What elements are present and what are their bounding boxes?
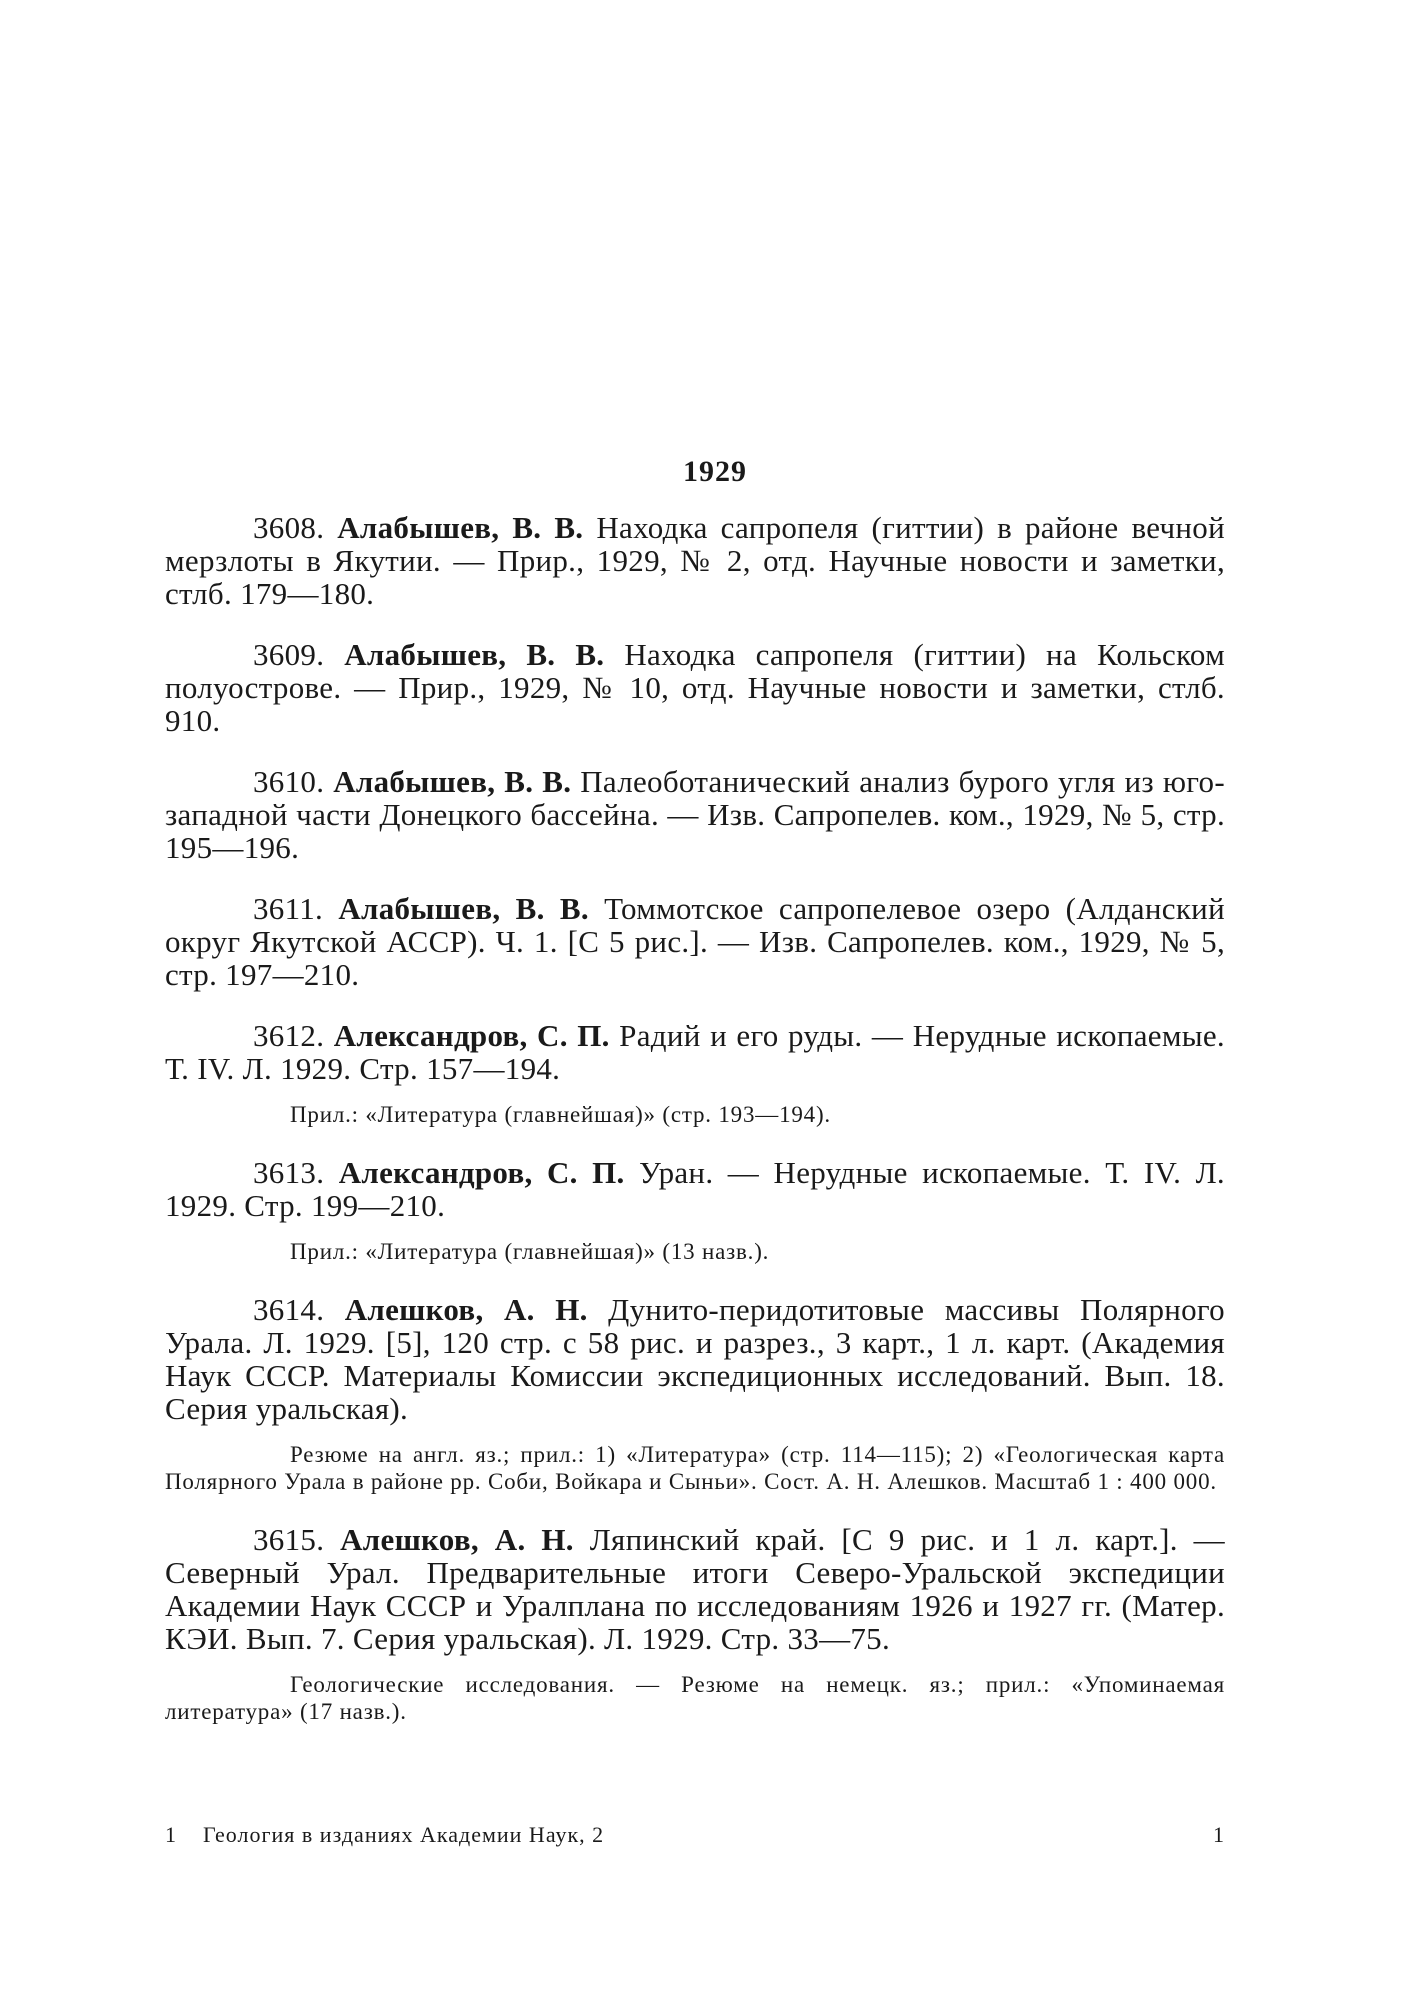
bibliography-entry: [165, 1156, 1225, 1265]
entry-text: Находка сапропеля (гиттии) на Кольском полуострове. — Прир., 1929, № 10, отд. Научные новости и заметки, стлб. 910.: [165, 637, 1225, 738]
entry-citation: [165, 1156, 1225, 1222]
entry-text: Томмотское сапропелевое озеро (Алданский округ Якутской АССР). Ч. 1. [С 5 рис.]. — Изв. Сапропелев. ком., 1929, № 5, стр. 197—210.: [165, 891, 1225, 992]
entry-text: Палеоботанический анализ бурого угля из юго-западной части Донецкого бассейна. — Изв. Сапропелев. ком., 1929, № 5, стр. 195—196.: [165, 764, 1225, 865]
entry-author: Алешков, А. Н.: [344, 1292, 588, 1327]
entry-number: 3610.: [253, 764, 325, 799]
entry-author: Алабышев, В. В.: [338, 891, 589, 926]
entry-note: Прил.: «Литература (главнейшая)» (стр. 193—194).: [290, 1102, 831, 1127]
entry-text: Находка сапропеля (гиттии) в районе вечной мерзлоты в Якутии. — Прир., 1929, № 2, отд. Научные новости и заметки, стлб. 179—180.: [165, 510, 1225, 611]
entry-citation: [165, 511, 1225, 610]
entry-author: Александров, С. П.: [338, 1155, 625, 1190]
entry-text: Дунито-перидотитовые массивы Полярного Урала. Л. 1929. [5], 120 стр. с 58 рис. и разрез., 3 карт., 1 л. карт. (Академия Наук СССР. Материалы Комиссии экспедиционных исследований. Вып. 18. Серия уральская).: [165, 1292, 1225, 1426]
entry-citation: [165, 1523, 1225, 1655]
entry-citation: [165, 1019, 1225, 1085]
bibliography-entry: [165, 765, 1225, 864]
entry-author: Алабышев, В. В.: [344, 637, 605, 672]
bibliography-entry: [165, 638, 1225, 737]
entry-text: Ляпинский край. [С 9 рис. и 1 л. карт.]. — Северный Урал. Предварительные итоги Северо-Уральской экспедиции Академии Наук СССР и Уралплана по исследованиям 1926 и 1927 гг. (Матер. КЭИ. Вып. 7. Серия уральская). Л. 1929. Стр. 33—75.: [165, 1522, 1225, 1656]
signature-text: Геология в изданиях Академии Наук, 2: [203, 1822, 605, 1847]
entry-citation: [165, 638, 1225, 737]
entry-number: 3611.: [253, 891, 324, 926]
entry-author: Алабышев, В. В.: [333, 764, 572, 799]
entry-citation: [165, 1293, 1225, 1425]
bibliography-page: [165, 455, 1225, 1753]
bibliography-entry: [165, 511, 1225, 610]
entry-note: Резюме на англ. яз.; прил.: 1) «Литература» (стр. 114—115); 2) «Геологическая карта Полярного Урала в районе рр. Соби, Войкара и Сыньи». Сост. А. Н. Алешков. Масштаб 1 : 400 000.: [165, 1442, 1225, 1494]
entry-number: 3608.: [253, 510, 325, 545]
signature-mark-right: 1: [1213, 1822, 1225, 1847]
entry-author: Александров, С. П.: [333, 1018, 610, 1053]
entry-citation: [165, 765, 1225, 864]
page-footer: [165, 1822, 1225, 1848]
year-heading: 1929: [683, 455, 747, 488]
bibliography-entry: [165, 1293, 1225, 1495]
entry-number: 3615.: [253, 1522, 325, 1557]
entry-list: [165, 511, 1225, 1725]
entry-number: 3613.: [253, 1155, 325, 1190]
bibliography-entry: [165, 1523, 1225, 1725]
entry-author: Алабышев, В. В.: [337, 510, 584, 545]
bibliography-entry: [165, 1019, 1225, 1128]
entry-citation: [165, 892, 1225, 991]
entry-number: 3609.: [253, 637, 325, 672]
signature-mark-left: 1: [165, 1822, 177, 1847]
entry-text: Радий и его руды. — Нерудные ископаемые. Т. IV. Л. 1929. Стр. 157—194.: [165, 1018, 1225, 1086]
entry-text: Уран. — Нерудные ископаемые. Т. IV. Л. 1929. Стр. 199—210.: [165, 1155, 1225, 1223]
entry-note: Прил.: «Литература (главнейшая)» (13 назв.).: [290, 1239, 770, 1264]
bibliography-entry: [165, 892, 1225, 991]
entry-note: Геологические исследования. — Резюме на немецк. яз.; прил.: «Упоминаемая литература» (17 назв.).: [165, 1672, 1225, 1724]
entry-number: 3612.: [253, 1018, 325, 1053]
entry-author: Алешков, А. Н.: [340, 1522, 574, 1557]
entry-number: 3614.: [253, 1292, 325, 1327]
footer-signature: [165, 1822, 604, 1848]
